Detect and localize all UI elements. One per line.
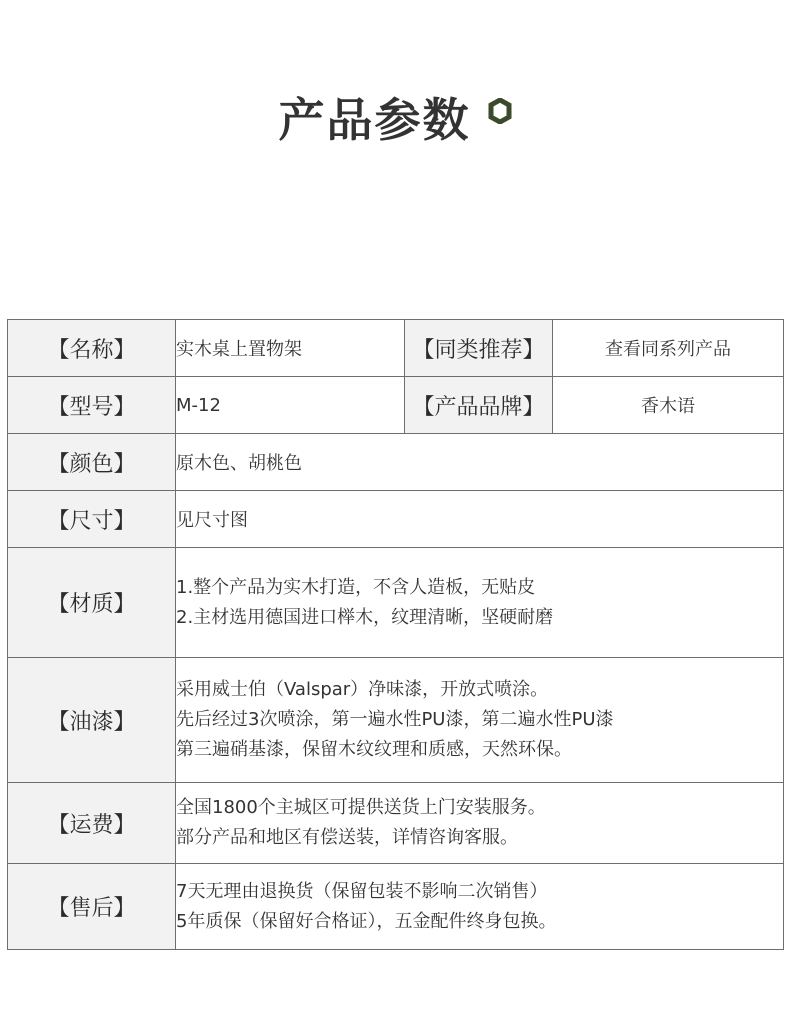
paint-line: 先后经过3次喷涂，第一遍水性PU漆，第二遍水性PU漆 — [176, 709, 614, 730]
spec-row-size — [8, 491, 784, 548]
material-line: 1.整个产品为实木打造，不含人造板，无贴皮 — [176, 576, 536, 598]
shipping-value — [176, 783, 784, 864]
spec-row-model — [8, 377, 784, 434]
color-label: 【颜色】 — [8, 434, 176, 491]
after-sales-line: 5年质保（保留好合格证），五金配件终身包换。 — [176, 910, 557, 932]
material-label: 【材质】 — [8, 548, 176, 658]
series-link[interactable]: 查看同系列产品 — [553, 320, 784, 377]
page-title: 产品参数 — [278, 93, 471, 147]
after-sales-value — [176, 864, 784, 950]
hexagon-icon — [488, 98, 512, 124]
name-value: 实木桌上置物架 — [176, 320, 405, 377]
shipping-label: 【运费】 — [8, 783, 176, 864]
spec-row-after-sales — [8, 864, 784, 950]
spec-table — [7, 319, 784, 950]
paint-line: 第三遍硝基漆，保留木纹纹理和质感，天然环保。 — [176, 739, 572, 760]
paint-label: 【油漆】 — [8, 658, 176, 783]
color-value: 原木色、胡桃色 — [176, 434, 784, 491]
material-line: 2.主材选用德国进口榉木，纹理清晰，坚硬耐磨 — [176, 606, 554, 628]
title-area — [0, 88, 790, 152]
paint-value — [176, 658, 784, 783]
spec-row-shipping — [8, 783, 784, 864]
spec-row-color — [8, 434, 784, 491]
size-value: 见尺寸图 — [176, 491, 784, 548]
spec-row-material — [8, 548, 784, 658]
material-value — [176, 548, 784, 658]
series-label: 【同类推荐】 — [405, 320, 553, 377]
spec-row-paint — [8, 658, 784, 783]
shipping-line: 部分产品和地区有偿送装，详情咨询客服。 — [176, 827, 518, 848]
brand-value: 香木语 — [553, 377, 784, 434]
model-label: 【型号】 — [8, 377, 176, 434]
name-label: 【名称】 — [8, 320, 176, 377]
model-value: M-12 — [176, 377, 405, 434]
spec-row-name — [8, 320, 784, 377]
after-sales-label: 【售后】 — [8, 864, 176, 950]
shipping-line: 全国1800个主城区可提供送货上门安装服务。 — [176, 797, 546, 818]
brand-label: 【产品品牌】 — [405, 377, 553, 434]
paint-line: 采用威士伯（Valspar）净味漆，开放式喷涂。 — [176, 679, 549, 700]
after-sales-line: 7天无理由退换货（保留包装不影响二次销售） — [176, 880, 548, 902]
size-label: 【尺寸】 — [8, 491, 176, 548]
